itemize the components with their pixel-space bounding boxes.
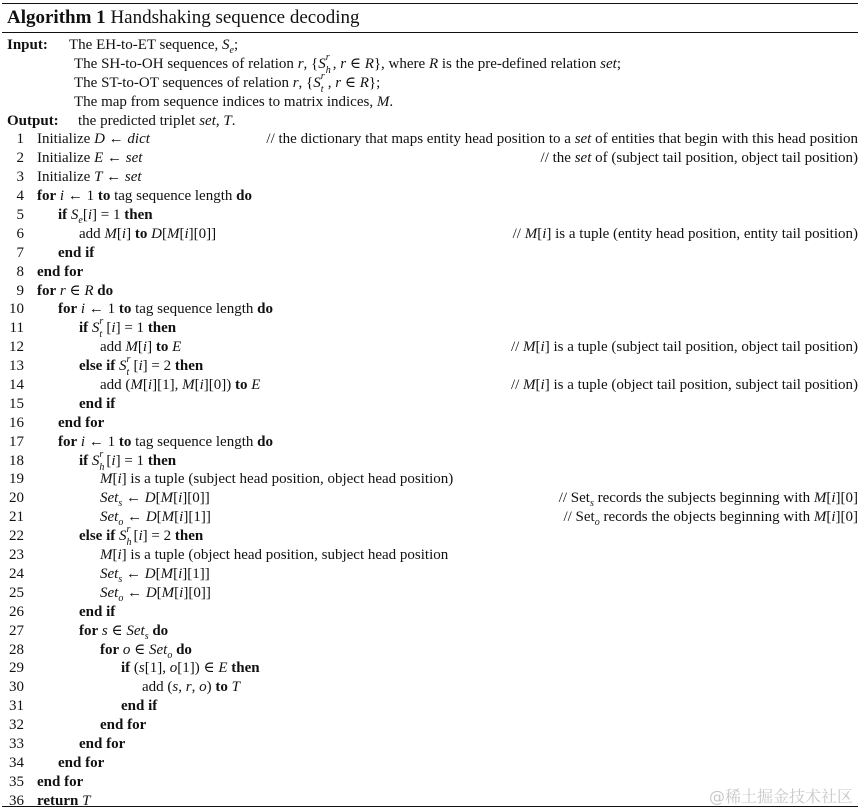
- line-number: 32: [9, 717, 24, 734]
- input-line-text: The EH-to-ET sequence, $S_e$;: [69, 37, 239, 56]
- line-number: 15: [9, 395, 24, 412]
- algorithm-line: [2, 470, 858, 489]
- line-number: 10: [9, 301, 24, 318]
- line-code: if $S_e[i] = 1$ then: [58, 207, 153, 227]
- line-code: add (s, r, o) to T: [142, 679, 240, 696]
- line-number: 17: [9, 433, 24, 450]
- algorithm-line: [2, 225, 858, 244]
- algorithm-line: [2, 508, 858, 527]
- line-code: end for: [79, 735, 126, 752]
- line-code: end if: [79, 395, 116, 412]
- line-code: M[i] is a tuple (object head position, subject head position: [100, 547, 449, 564]
- algorithm-line: [2, 414, 858, 433]
- line-number: 35: [9, 773, 24, 790]
- line-number: 14: [9, 377, 24, 394]
- line-number: 34: [9, 754, 24, 771]
- line-code: else if S r t [i] = 2 then: [79, 354, 204, 379]
- line-number: 26: [9, 603, 24, 620]
- line-code: M[i] is a tuple (subject head position, object head position): [100, 471, 454, 488]
- line-comment: // M[i] is a tuple (subject tail position, object tail position): [510, 339, 858, 356]
- input-output-block: [2, 36, 858, 130]
- line-code: else if S r h [i] = 2 then: [79, 524, 204, 549]
- line-number: 21: [9, 509, 24, 526]
- output-line: [2, 112, 858, 131]
- algorithm-line: [2, 376, 858, 395]
- line-comment: // M[i] is a tuple (object tail position, subject tail position): [510, 377, 858, 394]
- algorithm-line: [2, 149, 858, 168]
- line-number: 22: [9, 528, 24, 545]
- line-comment: // the dictionary that maps entity head position to a set of entities that begin with this head position: [266, 131, 858, 148]
- algorithm-line: [2, 130, 858, 149]
- line-code: Set$_s$ ← D[M[i][0]]: [100, 490, 210, 510]
- line-code: Set$_o$ ← D[M[i][1]]: [100, 509, 211, 529]
- algorithm-line: [2, 263, 858, 282]
- algorithm-line: [2, 678, 858, 697]
- watermark: @稀土掘金技术社区: [708, 787, 853, 806]
- line-number: 1: [16, 131, 24, 148]
- line-number: 9: [16, 282, 24, 299]
- line-code: add M[i] to E: [100, 339, 182, 356]
- line-comment: // Set$_o$ records the objects beginning with M[i][0]: [563, 509, 858, 529]
- line-number: 6: [16, 225, 24, 242]
- line-number: 12: [9, 339, 24, 356]
- algorithm-line: [2, 735, 858, 754]
- line-code: for o ∈ Set$_o$ do: [100, 641, 192, 661]
- algorithm-line: [2, 584, 858, 603]
- line-code: Initialize D ← dict: [37, 131, 150, 148]
- line-number: 29: [9, 660, 24, 677]
- line-number: 28: [9, 641, 24, 658]
- algorithm-line: [2, 524, 858, 549]
- line-comment: // M[i] is a tuple (entity head position, entity tail position): [512, 225, 858, 242]
- algorithm-line: [2, 622, 858, 641]
- algorithm-box: [2, 3, 858, 811]
- algorithm-line: [2, 489, 858, 508]
- line-code: end if: [58, 244, 95, 261]
- line-code: Set$_o$ ← D[M[i][0]]: [100, 584, 211, 604]
- line-code: for r ∈ R do: [37, 282, 114, 299]
- algorithm-lines: [2, 130, 858, 810]
- algorithm-line: [2, 641, 858, 660]
- line-number: 23: [9, 547, 24, 564]
- line-number: 7: [16, 244, 24, 261]
- algorithm-line: [2, 168, 858, 187]
- algorithm-line: [2, 754, 858, 773]
- input-line: [2, 70, 858, 95]
- line-number: 16: [9, 414, 24, 431]
- algorithm-line: [2, 187, 858, 206]
- line-code: end for: [58, 414, 105, 431]
- line-code: Initialize T ← set: [37, 169, 142, 186]
- line-code: end for: [100, 717, 147, 734]
- line-code: Set$_s$ ← D[M[i][1]]: [100, 565, 210, 585]
- line-number: 33: [9, 735, 24, 752]
- input-line: [2, 36, 858, 55]
- line-number: 11: [9, 320, 24, 337]
- input-line-label: Input:: [7, 37, 48, 53]
- line-comment: // the set of (subject tail position, object tail position): [540, 150, 858, 167]
- algorithm-line: [2, 395, 858, 414]
- algorithm-line: [2, 316, 858, 341]
- input-line-text: The ST-to-OT sequences of relation r, {S r t , r ∈ R};: [74, 70, 381, 95]
- algorithm-line: [2, 206, 858, 225]
- line-code: if S r t [i] = 1 then: [79, 316, 177, 341]
- algorithm-line: [2, 300, 858, 319]
- caption-label: Algorithm 1: [7, 7, 106, 28]
- line-number: 13: [9, 358, 24, 375]
- line-code: end for: [37, 263, 84, 280]
- algorithm-line: [2, 603, 858, 622]
- output-line-text: the predicted triplet set, T.: [78, 112, 236, 129]
- algorithm-line: [2, 244, 858, 263]
- algorithm-line: [2, 354, 858, 379]
- input-line-text: The SH-to-OH sequences of relation r, {S r h , r ∈ R}, where R is the pre-defined relation set;: [74, 51, 621, 76]
- line-code: for s ∈ Set$_s$ do: [79, 622, 169, 642]
- line-code: end for: [37, 773, 84, 790]
- line-code: if (s[1], o[1]) ∈ E then: [121, 660, 260, 677]
- line-number: 27: [9, 622, 24, 639]
- algorithm-line: [2, 716, 858, 735]
- algorithm-line: [2, 697, 858, 716]
- input-line-text: The map from sequence indices to matrix indices, M.: [74, 93, 394, 110]
- line-number: 19: [9, 471, 24, 488]
- line-code: for i ← 1 to tag sequence length do: [58, 433, 273, 450]
- line-number: 4: [16, 188, 24, 205]
- line-number: 25: [9, 584, 24, 601]
- line-code: end if: [79, 603, 116, 620]
- line-code: return T: [37, 792, 91, 809]
- line-number: 2: [16, 150, 24, 167]
- line-code: add M[i] to D[M[i][0]]: [79, 225, 217, 242]
- input-line: [2, 51, 858, 76]
- line-code: for i ← 1 to tag sequence length do: [58, 301, 273, 318]
- line-number: 36: [9, 792, 24, 809]
- algorithm-line: [2, 282, 858, 301]
- line-comment: // Set$_s$ records the subjects beginning with M[i][0]: [558, 490, 858, 510]
- line-number: 8: [16, 263, 24, 280]
- algorithm-line: [2, 565, 858, 584]
- algorithm-caption: [2, 4, 858, 32]
- output-line-label: Output:: [7, 112, 59, 129]
- algorithm-line: [2, 448, 858, 473]
- line-number: 31: [9, 698, 24, 715]
- line-number: 30: [9, 679, 24, 696]
- algorithm-line: [2, 659, 858, 678]
- line-code: for i ← 1 to tag sequence length do: [37, 188, 252, 205]
- line-number: 20: [9, 490, 24, 507]
- line-code: end if: [121, 698, 158, 715]
- line-number: 3: [16, 169, 24, 186]
- line-number: 5: [16, 207, 24, 224]
- input-line: [2, 93, 858, 112]
- caption-title: Handshaking sequence decoding: [110, 7, 360, 28]
- line-code: end for: [58, 754, 105, 771]
- line-code: add (M[i][1], M[i][0]) to E: [100, 377, 261, 394]
- line-code: if S r h [i] = 1 then: [79, 448, 177, 473]
- line-number: 18: [9, 452, 24, 469]
- algorithm-line: [2, 338, 858, 357]
- line-number: 24: [9, 565, 24, 582]
- algorithm-line: [2, 546, 858, 565]
- line-code: Initialize E ← set: [37, 150, 143, 167]
- algorithm-line: [2, 433, 858, 452]
